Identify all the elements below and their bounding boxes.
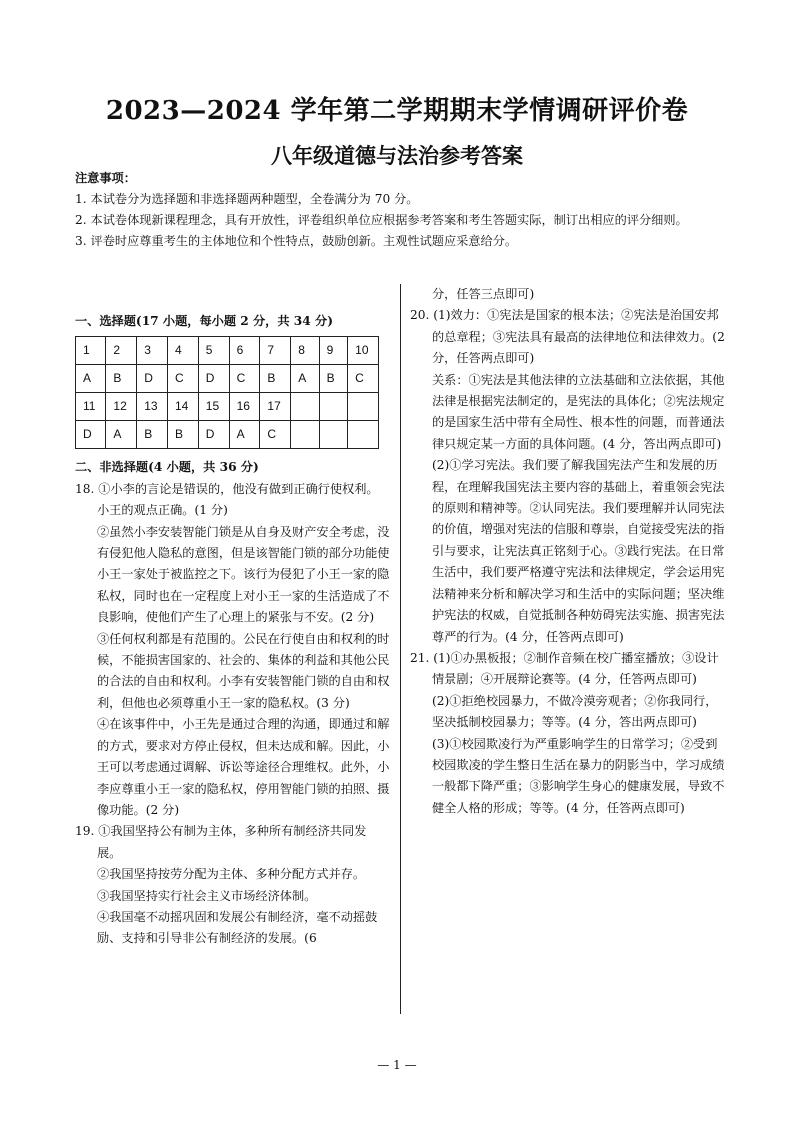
table-cell: 17 [260, 393, 291, 421]
note-item: 3. 评卷时应尊重考生的主体地位和个性特点，鼓励创新。主观性试题应采意给分。 [75, 234, 518, 248]
table-cell: 12 [106, 393, 137, 421]
page-subtitle: 八年级道德与法治参考答案 [271, 143, 523, 168]
table-cell: C [229, 365, 260, 393]
q18-answer: 18. ①小李的言论是错误的，他没有做到正确行使权利。小王的观点正确。(1 分) [75, 481, 379, 518]
q19-point: ②我国坚持按劳分配为主体、多种分配方式并存。 [97, 867, 366, 882]
q19-point: ④我国毫不动摇巩固和发展公有制经济，毫不动摇鼓励、支持和引导非公有制经济的发展。(6 [97, 909, 378, 946]
table-cell: C [260, 421, 291, 449]
table-cell: B [106, 365, 137, 393]
table-cell [319, 393, 347, 421]
table-row [76, 365, 379, 393]
table-cell: 11 [76, 393, 106, 421]
q18-point: ③任何权利都是有范围的。公民在行使自由和权利的时候，不能损害国家的、社会的、集体的利益和其他公民的合法的自由和权利。小李有安装智能门锁的自由和权利，但他也必须尊重小王一家的隐私权。(3 分) [97, 631, 390, 710]
table-cell: 6 [229, 337, 260, 365]
note-item: 1. 本试卷分为选择题和非选择题两种题型，全卷满分为 70 分。 [75, 192, 419, 206]
table-cell: D [198, 365, 229, 393]
page-title: 2023—2024 学年第二学期期末学情调研评价卷 [105, 96, 689, 126]
table-cell: 13 [137, 393, 168, 421]
q19-point: ③我国坚持实行社会主义市场经济体制。 [97, 888, 317, 903]
q20-point: 关系：①宪法是其他法律的立法基础和立法依据，其他法律是根据宪法制定的，是宪法的具体化；②宪法规定的是国家生活中带有全局性、根本性的问题，而普通法律只规定某一方面的具体问题。(4 分，答出两点即可) [432, 372, 725, 451]
q18-point: ④在该事件中，小王先是通过合理的沟通，即通过和解的方式，要求对方停止侵权，但未达成和解。因此，小王可以考虑通过调解、诉讼等途径合理维权。此外，小李应尊重小王一家的隐私权，停用智能门锁的拍照、摄像功能。(2 分) [97, 717, 390, 817]
table-cell: D [76, 421, 106, 449]
table-cell: 1 [76, 337, 106, 365]
table-cell: D [137, 365, 168, 393]
table-cell: A [106, 421, 137, 449]
table-cell [348, 393, 379, 421]
column-divider [400, 284, 401, 1014]
table-cell: A [76, 365, 106, 393]
table-cell: 9 [319, 337, 347, 365]
table-cell: B [168, 421, 199, 449]
table-row [76, 393, 379, 421]
table-cell: B [319, 365, 347, 393]
left-column [75, 311, 390, 950]
table-cell: 7 [260, 337, 291, 365]
q20-answer: 20. (1)效力：①宪法是国家的根本法；②宪法是治国安邦的总章程；③宪法具有最高的法律地位和法律效力。(2 分，任答两点即可) [410, 308, 725, 366]
table-cell [291, 393, 319, 421]
note-item: 2. 本试卷体现新课程理念，具有开放性，评卷组织单位应根据参考答案和考生答题实际，制订出相应的评分细则。 [75, 213, 688, 227]
table-cell [348, 421, 379, 449]
table-row [76, 421, 379, 449]
notes-block [75, 168, 775, 252]
section2-heading: 二、非选择题(4 小题，共 36 分) [75, 460, 259, 475]
table-cell [319, 421, 347, 449]
table-cell: 10 [348, 337, 379, 365]
q19-continuation: 分，任答三点即可) [432, 287, 535, 301]
q21-answer: 21. (1)①办黑板报；②制作音频在校广播室播放；③设计情景剧；④开展辩论赛等。(4 分，任答两点即可) [410, 650, 719, 687]
table-cell: B [260, 365, 291, 393]
table-cell: C [348, 365, 379, 393]
right-column [410, 284, 725, 819]
q21-point: (2)①拒绝校园暴力，不做冷漠旁观者；②你我同行，坚决抵制校园暴力；等等。(4 分，答出两点即可) [432, 693, 718, 730]
table-cell: 15 [198, 393, 229, 421]
table-cell: A [291, 365, 319, 393]
table-cell: B [137, 421, 168, 449]
table-cell: 4 [168, 337, 199, 365]
table-cell [291, 421, 319, 449]
section1-heading: 一、选择题(17 小题，每小题 2 分，共 34 分) [75, 314, 333, 328]
table-cell: 2 [106, 337, 137, 365]
table-cell: C [168, 365, 199, 393]
q20-point: (2)①学习宪法。我们要了解我国宪法产生和发展的历程，在理解我国宪法主要内容的基础上，着重领会宪法的原则和精神等。②认同宪法。我们要理解并认同宪法的价值，增强对宪法的信服和尊崇，自觉接受宪法的指引与要求，让宪法真正铭刻于心。③践行宪法。在日常生活中，我们要严格遵守宪法和法律规定，学会运用宪法精神来分析和解决学习和生活中的实际问题；坚决维护宪法的权威，自觉抵制各种妨碍宪法实施、损害宪法尊严的行为。(4 分，任答两点即可) [432, 458, 725, 644]
table-cell: 5 [198, 337, 229, 365]
table-cell: 16 [229, 393, 260, 421]
q19-answer: 19. ①我国坚持公有制为主体，多种所有制经济共同发展。 [75, 824, 367, 860]
table-cell: A [229, 421, 260, 449]
table-cell: 14 [168, 393, 199, 421]
page-number: — 1 — [377, 1058, 417, 1072]
answer-table [75, 336, 379, 449]
q21-point: (3)①校园欺凌行为严重影响学生的日常学习；②受到校园欺凌的学生整日生活在暴力的阴影当中，学习成绩一般都下降严重；③影响学生身心的健康发展，导致不健全人格的形成；等等。(4 分，任答两点即可) [432, 736, 725, 815]
table-row [76, 337, 379, 365]
table-cell: D [198, 421, 229, 449]
q18-point: ②虽然小李安装智能门锁是从自身及财产安全考虑，没有侵犯他人隐私的意图，但是该智能门锁的部分功能使小王一家处于被监控之下。该行为侵犯了小王一家的隐私权，同时也在一定程度上对小王一家的生活造成了不良影响，使他们产生了心理上的紧张与不安。(2 分) [97, 524, 390, 625]
table-cell: 3 [137, 337, 168, 365]
table-cell: 8 [291, 337, 319, 365]
notes-heading: 注意事项： [75, 171, 136, 185]
